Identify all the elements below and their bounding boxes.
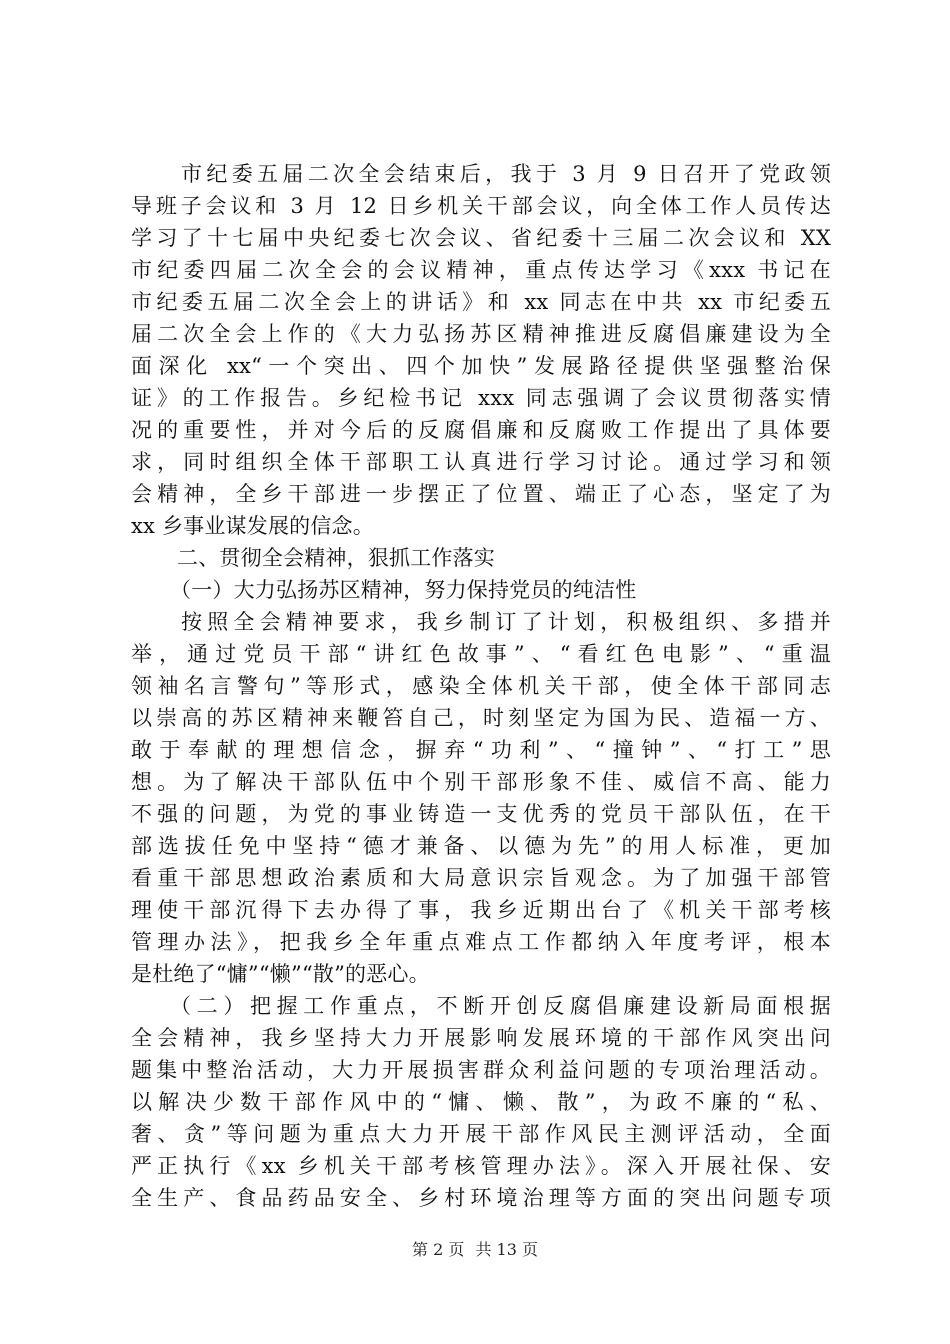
paragraph-line: 面深化 xx“一个突出、四个加快”发展路径提供坚强整治保 [131,354,831,378]
paragraph-line: 理使干部沉得下去办得了事，我乡近期出台了《机关干部考核 [131,898,831,922]
paragraph-line: 奢、贪”等问题为重点大力开展干部作风民主测评活动，全面 [131,1122,831,1146]
paragraph-line: 会精神，全乡干部进一步摆正了位置、端正了心态，坚定了为 [131,482,831,506]
paragraph-line: 看重干部思想政治素质和大局意识宗旨观念。为了加强干部管 [131,866,831,890]
paragraph-line: （二）把握工作重点，不断开创反腐倡廉建设新局面根据 [170,994,831,1018]
paragraph-line: 学习了十七届中央纪委七次会议、省纪委十三届二次会议和 XX [131,226,831,250]
paragraph-line: 管理办法》，把我乡全年重点难点工作都纳入年度考评，根本 [131,930,831,954]
section-heading: 二、贯彻全会精神，狠抓工作落实 [177,546,495,570]
paragraph-line: 市纪委五届二次全会上的讲话》和 xx 同志在中共 xx 市纪委五 [131,290,831,314]
paragraph-line: 全会精神，我乡坚持大力开展影响发展环境的干部作风突出问 [131,1026,831,1050]
paragraph-line: 以崇高的苏区精神来鞭笞自己，时刻坚定为国为民、造福一方、 [131,706,831,730]
paragraph-line: 按照全会精神要求，我乡制订了计划，积极组织、多措并 [181,610,831,634]
paragraph-line: 证》的工作报告。乡纪检书记 xxx 同志强调了会议贯彻落实情 [131,386,831,410]
paragraph-line: xx 乡事业谋发展的信念。 [131,514,374,538]
paragraph-line: 求，同时组织全体干部职工认真进行学习讨论。通过学习和领 [131,450,831,474]
paragraph-line: 是杜绝了“慵”“懒”“散”的恶心。 [131,962,430,986]
paragraph-line: 市纪委五届二次全会结束后，我于 3 月 9 日召开了党政领 [181,162,831,186]
page-total: 共 13 页 [475,1240,538,1259]
paragraph-line: 举，通过党员干部“讲红色故事”、“看红色电影”、“重温 [131,642,831,666]
paragraph-line: 领袖名言警句”等形式，感染全体机关干部，使全体干部同志 [131,674,831,698]
page-footer [0,1240,950,1260]
paragraph-line: 不强的问题，为党的事业铸造一支优秀的党员干部队伍，在干 [131,802,831,826]
paragraph-line: 况的重要性，并对今后的反腐倡廉和反腐败工作提出了具体要 [131,418,831,442]
paragraph-line: 题集中整治活动，大力开展损害群众利益问题的专项治理活动。 [131,1058,831,1082]
paragraph-line: 市纪委四届二次全会的会议精神，重点传达学习《xxx 书记在 [131,258,831,282]
paragraph-line: 导班子会议和 3 月 12 日乡机关干部会议，向全体工作人员传达 [131,194,831,218]
paragraph-line: 想。为了解决干部队伍中个别干部形象不佳、威信不高、能力 [131,770,831,794]
page-number: 第 2 页 [412,1240,465,1259]
paragraph-line: 以解决少数干部作风中的“慵、懒、散”，为政不廉的“私、 [131,1090,831,1114]
paragraph-line: 严正执行《xx 乡机关干部考核管理办法》。深入开展社保、安 [131,1154,831,1178]
paragraph-line: 全生产、食品药品安全、乡村环境治理等方面的突出问题专项 [131,1186,831,1210]
paragraph-line: 敢于奉献的理想信念，摒弃“功利”、“撞钟”、“打工”思 [131,738,831,762]
paragraph-line: 部选拔任免中坚持“德才兼备、以德为先”的用人标准，更加 [131,834,831,858]
paragraph-line: 届二次全会上作的《大力弘扬苏区精神推进反腐倡廉建设为全 [131,322,831,346]
subsection-heading: （一）大力弘扬苏区精神，努力保持党员的纯洁性 [170,578,637,602]
